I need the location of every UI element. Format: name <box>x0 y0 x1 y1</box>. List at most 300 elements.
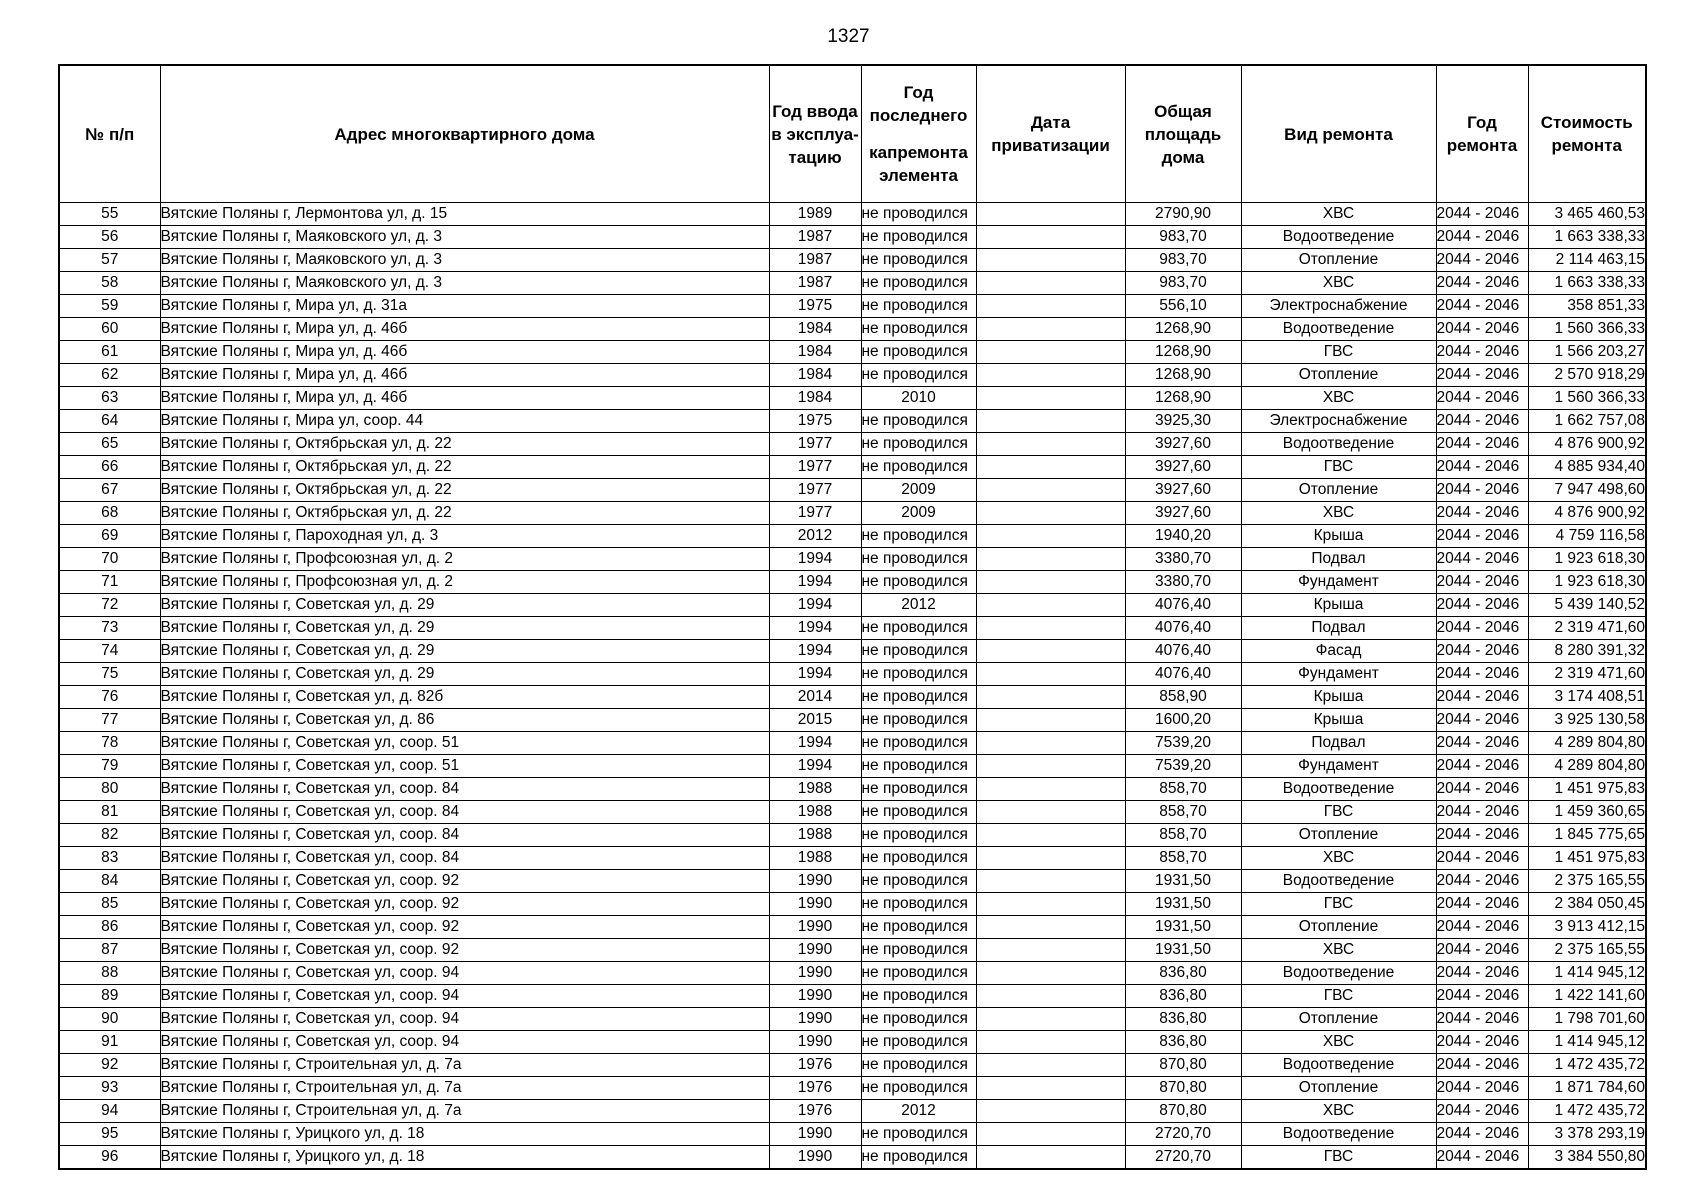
row-repair-period: 2044 - 2046 <box>1436 778 1528 801</box>
row-privatization <box>976 249 1125 272</box>
row-address: Вятские Поляны г, Строительная ул, д. 7а <box>160 1100 769 1123</box>
row-year-built: 1984 <box>769 364 861 387</box>
row-cost: 3 465 460,53 <box>1528 203 1646 226</box>
row-privatization <box>976 548 1125 571</box>
row-last-repair: не проводился <box>861 249 976 272</box>
row-area: 983,70 <box>1125 249 1241 272</box>
row-address: Вятские Поляны г, Октябрьская ул, д. 22 <box>160 479 769 502</box>
repair-registry-table <box>58 64 1647 1170</box>
row-repair-type: Водоотведение <box>1241 778 1436 801</box>
row-repair-type: Фундамент <box>1241 571 1436 594</box>
row-privatization <box>976 1054 1125 1077</box>
row-cost: 1 414 945,12 <box>1528 1031 1646 1054</box>
row-repair-period: 2044 - 2046 <box>1436 916 1528 939</box>
row-privatization <box>976 985 1125 1008</box>
row-area: 858,70 <box>1125 847 1241 870</box>
row-repair-period: 2044 - 2046 <box>1436 410 1528 433</box>
row-repair-type: Крыша <box>1241 709 1436 732</box>
row-area: 3380,70 <box>1125 548 1241 571</box>
row-cost: 1 560 366,33 <box>1528 387 1646 410</box>
row-cost: 3 384 550,80 <box>1528 1146 1646 1170</box>
row-last-repair: не проводился <box>861 433 976 456</box>
row-area: 7539,20 <box>1125 732 1241 755</box>
row-privatization <box>976 272 1125 295</box>
header-repair-period: Год ремонта <box>1436 65 1528 203</box>
row-address: Вятские Поляны г, Советская ул, д. 29 <box>160 640 769 663</box>
row-cost: 1 663 338,33 <box>1528 226 1646 249</box>
table-row <box>59 1146 1646 1170</box>
row-number: 94 <box>59 1100 160 1123</box>
row-cost: 1 451 975,83 <box>1528 847 1646 870</box>
row-cost: 7 947 498,60 <box>1528 479 1646 502</box>
row-area: 983,70 <box>1125 272 1241 295</box>
row-address: Вятские Поляны г, Мира ул, д. 46б <box>160 341 769 364</box>
table-row <box>59 295 1646 318</box>
row-privatization <box>976 939 1125 962</box>
row-repair-period: 2044 - 2046 <box>1436 847 1528 870</box>
row-number: 58 <box>59 272 160 295</box>
row-year-built: 2014 <box>769 686 861 709</box>
table-row <box>59 571 1646 594</box>
row-year-built: 1977 <box>769 502 861 525</box>
row-number: 90 <box>59 1008 160 1031</box>
row-repair-type: Подвал <box>1241 617 1436 640</box>
row-repair-type: Отопление <box>1241 1008 1436 1031</box>
row-area: 858,90 <box>1125 686 1241 709</box>
row-repair-type: ГВС <box>1241 801 1436 824</box>
row-area: 4076,40 <box>1125 640 1241 663</box>
row-year-built: 1977 <box>769 433 861 456</box>
row-year-built: 2012 <box>769 525 861 548</box>
row-address: Вятские Поляны г, Советская ул, соор. 94 <box>160 1031 769 1054</box>
row-number: 82 <box>59 824 160 847</box>
row-repair-period: 2044 - 2046 <box>1436 548 1528 571</box>
row-last-repair: не проводился <box>861 226 976 249</box>
row-area: 3927,60 <box>1125 456 1241 479</box>
row-address: Вятские Поляны г, Советская ул, соор. 84 <box>160 778 769 801</box>
row-number: 55 <box>59 203 160 226</box>
row-address: Вятские Поляны г, Мира ул, д. 46б <box>160 318 769 341</box>
row-last-repair: не проводился <box>861 755 976 778</box>
row-repair-type: Водоотведение <box>1241 226 1436 249</box>
row-privatization <box>976 203 1125 226</box>
row-repair-period: 2044 - 2046 <box>1436 709 1528 732</box>
row-last-repair: не проводился <box>861 824 976 847</box>
row-cost: 1 923 618,30 <box>1528 548 1646 571</box>
row-address: Вятские Поляны г, Советская ул, соор. 94 <box>160 962 769 985</box>
row-cost: 4 885 934,40 <box>1528 456 1646 479</box>
row-year-built: 1987 <box>769 249 861 272</box>
row-repair-period: 2044 - 2046 <box>1436 1031 1528 1054</box>
row-area: 870,80 <box>1125 1077 1241 1100</box>
row-area: 4076,40 <box>1125 663 1241 686</box>
row-repair-type: Фундамент <box>1241 755 1436 778</box>
row-number: 74 <box>59 640 160 663</box>
row-year-built: 1976 <box>769 1054 861 1077</box>
row-cost: 2 319 471,60 <box>1528 617 1646 640</box>
row-address: Вятские Поляны г, Советская ул, д. 82б <box>160 686 769 709</box>
row-year-built: 1987 <box>769 272 861 295</box>
row-cost: 2 319 471,60 <box>1528 663 1646 686</box>
table-row <box>59 387 1646 410</box>
row-privatization <box>976 1008 1125 1031</box>
row-year-built: 1984 <box>769 341 861 364</box>
row-address: Вятские Поляны г, Маяковского ул, д. 3 <box>160 272 769 295</box>
row-privatization <box>976 479 1125 502</box>
row-repair-type: Электроснабжение <box>1241 410 1436 433</box>
table-row <box>59 709 1646 732</box>
row-cost: 8 280 391,32 <box>1528 640 1646 663</box>
row-last-repair: не проводился <box>861 1054 976 1077</box>
row-repair-period: 2044 - 2046 <box>1436 479 1528 502</box>
row-cost: 2 114 463,15 <box>1528 249 1646 272</box>
row-year-built: 1990 <box>769 1123 861 1146</box>
row-repair-type: ХВС <box>1241 847 1436 870</box>
table-row <box>59 732 1646 755</box>
row-number: 86 <box>59 916 160 939</box>
row-last-repair: не проводился <box>861 985 976 1008</box>
header-num: № п/п <box>59 65 160 203</box>
row-cost: 1 451 975,83 <box>1528 778 1646 801</box>
row-year-built: 1984 <box>769 387 861 410</box>
row-area: 7539,20 <box>1125 755 1241 778</box>
table-row <box>59 1008 1646 1031</box>
row-repair-type: Отопление <box>1241 479 1436 502</box>
row-repair-period: 2044 - 2046 <box>1436 249 1528 272</box>
row-area: 1268,90 <box>1125 387 1241 410</box>
row-area: 1931,50 <box>1125 939 1241 962</box>
row-number: 95 <box>59 1123 160 1146</box>
row-privatization <box>976 318 1125 341</box>
row-last-repair: не проводился <box>861 571 976 594</box>
row-address: Вятские Поляны г, Мира ул, соор. 44 <box>160 410 769 433</box>
header-cost: Стоимость ремонта <box>1528 65 1646 203</box>
row-cost: 1 923 618,30 <box>1528 571 1646 594</box>
row-repair-type: ГВС <box>1241 1146 1436 1170</box>
row-number: 66 <box>59 456 160 479</box>
row-area: 2720,70 <box>1125 1123 1241 1146</box>
row-address: Вятские Поляны г, Советская ул, соор. 92 <box>160 893 769 916</box>
header-last-repair-bottom: капремонта элемента <box>869 143 968 185</box>
row-repair-period: 2044 - 2046 <box>1436 226 1528 249</box>
row-area: 983,70 <box>1125 226 1241 249</box>
row-last-repair: не проводился <box>861 1146 976 1170</box>
header-area: Общая площадь дома <box>1125 65 1241 203</box>
row-area: 836,80 <box>1125 985 1241 1008</box>
row-address: Вятские Поляны г, Советская ул, соор. 51 <box>160 755 769 778</box>
row-number: 89 <box>59 985 160 1008</box>
row-repair-period: 2044 - 2046 <box>1436 640 1528 663</box>
row-cost: 4 876 900,92 <box>1528 502 1646 525</box>
row-repair-period: 2044 - 2046 <box>1436 1123 1528 1146</box>
row-address: Вятские Поляны г, Строительная ул, д. 7а <box>160 1077 769 1100</box>
row-number: 80 <box>59 778 160 801</box>
row-repair-period: 2044 - 2046 <box>1436 893 1528 916</box>
row-repair-type: ХВС <box>1241 272 1436 295</box>
row-number: 65 <box>59 433 160 456</box>
row-cost: 1 560 366,33 <box>1528 318 1646 341</box>
row-repair-period: 2044 - 2046 <box>1436 1077 1528 1100</box>
row-last-repair: не проводился <box>861 640 976 663</box>
header-row <box>59 65 1646 203</box>
row-repair-type: Водоотведение <box>1241 318 1436 341</box>
table-row <box>59 755 1646 778</box>
row-number: 68 <box>59 502 160 525</box>
row-privatization <box>976 502 1125 525</box>
row-repair-type: Крыша <box>1241 525 1436 548</box>
row-repair-type: Фасад <box>1241 640 1436 663</box>
table-row <box>59 686 1646 709</box>
table-row <box>59 617 1646 640</box>
row-address: Вятские Поляны г, Советская ул, соор. 84 <box>160 801 769 824</box>
row-repair-type: Отопление <box>1241 1077 1436 1100</box>
row-repair-period: 2044 - 2046 <box>1436 962 1528 985</box>
row-privatization <box>976 364 1125 387</box>
table-row <box>59 479 1646 502</box>
row-cost: 358 851,33 <box>1528 295 1646 318</box>
row-year-built: 1994 <box>769 571 861 594</box>
row-year-built: 1994 <box>769 663 861 686</box>
row-repair-type: ГВС <box>1241 893 1436 916</box>
table-row <box>59 1054 1646 1077</box>
row-cost: 1 845 775,65 <box>1528 824 1646 847</box>
row-area: 2790,90 <box>1125 203 1241 226</box>
row-cost: 1 472 435,72 <box>1528 1054 1646 1077</box>
table-row <box>59 847 1646 870</box>
row-area: 4076,40 <box>1125 617 1241 640</box>
row-year-built: 1990 <box>769 1146 861 1170</box>
row-privatization <box>976 801 1125 824</box>
row-last-repair: не проводился <box>861 1077 976 1100</box>
row-last-repair: 2012 <box>861 594 976 617</box>
row-area: 1931,50 <box>1125 893 1241 916</box>
row-year-built: 1988 <box>769 847 861 870</box>
row-privatization <box>976 456 1125 479</box>
row-privatization <box>976 525 1125 548</box>
row-repair-type: Подвал <box>1241 548 1436 571</box>
row-address: Вятские Поляны г, Советская ул, соор. 92 <box>160 939 769 962</box>
row-area: 1931,50 <box>1125 870 1241 893</box>
row-last-repair: не проводился <box>861 1008 976 1031</box>
row-privatization <box>976 1031 1125 1054</box>
row-repair-period: 2044 - 2046 <box>1436 272 1528 295</box>
row-cost: 1 422 141,60 <box>1528 985 1646 1008</box>
row-repair-period: 2044 - 2046 <box>1436 387 1528 410</box>
row-privatization <box>976 1077 1125 1100</box>
row-last-repair: не проводился <box>861 709 976 732</box>
row-cost: 1 566 203,27 <box>1528 341 1646 364</box>
table-row <box>59 410 1646 433</box>
row-repair-period: 2044 - 2046 <box>1436 1100 1528 1123</box>
row-last-repair: не проводился <box>861 341 976 364</box>
row-repair-period: 2044 - 2046 <box>1436 617 1528 640</box>
row-year-built: 1990 <box>769 1008 861 1031</box>
row-year-built: 1975 <box>769 410 861 433</box>
row-last-repair: не проводился <box>861 548 976 571</box>
row-area: 836,80 <box>1125 1031 1241 1054</box>
row-repair-type: Подвал <box>1241 732 1436 755</box>
row-number: 60 <box>59 318 160 341</box>
row-year-built: 1990 <box>769 870 861 893</box>
table-row <box>59 456 1646 479</box>
row-last-repair: не проводился <box>861 295 976 318</box>
row-repair-type: Отопление <box>1241 824 1436 847</box>
row-address: Вятские Поляны г, Пароходная ул, д. 3 <box>160 525 769 548</box>
table-row <box>59 916 1646 939</box>
row-privatization <box>976 755 1125 778</box>
row-last-repair: не проводился <box>861 962 976 985</box>
row-area: 3380,70 <box>1125 571 1241 594</box>
table-row <box>59 341 1646 364</box>
row-privatization <box>976 640 1125 663</box>
row-address: Вятские Поляны г, Советская ул, соор. 92 <box>160 870 769 893</box>
row-year-built: 1994 <box>769 640 861 663</box>
table-row <box>59 778 1646 801</box>
row-year-built: 1976 <box>769 1100 861 1123</box>
row-address: Вятские Поляны г, Октябрьская ул, д. 22 <box>160 502 769 525</box>
row-privatization <box>976 1123 1125 1146</box>
row-last-repair: 2009 <box>861 502 976 525</box>
row-repair-period: 2044 - 2046 <box>1436 1146 1528 1170</box>
table-row <box>59 203 1646 226</box>
row-area: 836,80 <box>1125 1008 1241 1031</box>
row-repair-type: ХВС <box>1241 939 1436 962</box>
row-area: 3925,30 <box>1125 410 1241 433</box>
row-last-repair: 2012 <box>861 1100 976 1123</box>
row-cost: 4 759 116,58 <box>1528 525 1646 548</box>
row-cost: 3 378 293,19 <box>1528 1123 1646 1146</box>
row-repair-type: Крыша <box>1241 594 1436 617</box>
row-area: 1268,90 <box>1125 318 1241 341</box>
row-cost: 1 459 360,65 <box>1528 801 1646 824</box>
row-number: 72 <box>59 594 160 617</box>
row-repair-type: Крыша <box>1241 686 1436 709</box>
row-repair-type: ХВС <box>1241 203 1436 226</box>
row-repair-period: 2044 - 2046 <box>1436 732 1528 755</box>
row-area: 836,80 <box>1125 962 1241 985</box>
row-area: 1600,20 <box>1125 709 1241 732</box>
row-repair-type: Электроснабжение <box>1241 295 1436 318</box>
table-row <box>59 962 1646 985</box>
row-privatization <box>976 778 1125 801</box>
row-repair-period: 2044 - 2046 <box>1436 502 1528 525</box>
row-last-repair: не проводился <box>861 870 976 893</box>
row-repair-type: Водоотведение <box>1241 870 1436 893</box>
row-address: Вятские Поляны г, Строительная ул, д. 7а <box>160 1054 769 1077</box>
row-address: Вятские Поляны г, Октябрьская ул, д. 22 <box>160 456 769 479</box>
header-repair-type: Вид ремонта <box>1241 65 1436 203</box>
row-repair-type: Отопление <box>1241 249 1436 272</box>
row-address: Вятские Поляны г, Мира ул, д. 46б <box>160 387 769 410</box>
row-repair-type: ХВС <box>1241 1100 1436 1123</box>
row-last-repair: не проводился <box>861 1123 976 1146</box>
row-year-built: 1988 <box>769 801 861 824</box>
row-year-built: 1990 <box>769 985 861 1008</box>
row-year-built: 1989 <box>769 203 861 226</box>
row-area: 858,70 <box>1125 778 1241 801</box>
row-number: 73 <box>59 617 160 640</box>
row-last-repair: не проводился <box>861 847 976 870</box>
row-last-repair: не проводился <box>861 916 976 939</box>
row-cost: 4 289 804,80 <box>1528 732 1646 755</box>
row-repair-type: Водоотведение <box>1241 962 1436 985</box>
row-repair-period: 2044 - 2046 <box>1436 663 1528 686</box>
row-privatization <box>976 341 1125 364</box>
row-privatization <box>976 1146 1125 1170</box>
row-privatization <box>976 617 1125 640</box>
row-repair-period: 2044 - 2046 <box>1436 870 1528 893</box>
row-privatization <box>976 295 1125 318</box>
row-year-built: 1994 <box>769 548 861 571</box>
row-repair-type: ХВС <box>1241 387 1436 410</box>
header-privatization: Дата приватизации <box>976 65 1125 203</box>
row-number: 87 <box>59 939 160 962</box>
row-address: Вятские Поляны г, Урицкого ул, д. 18 <box>160 1123 769 1146</box>
row-repair-period: 2044 - 2046 <box>1436 341 1528 364</box>
row-area: 858,70 <box>1125 801 1241 824</box>
row-year-built: 1977 <box>769 456 861 479</box>
row-number: 63 <box>59 387 160 410</box>
row-address: Вятские Поляны г, Маяковского ул, д. 3 <box>160 226 769 249</box>
row-year-built: 1990 <box>769 962 861 985</box>
row-cost: 2 375 165,55 <box>1528 870 1646 893</box>
header-year-built: Год ввода в эксплуа-тацию <box>769 65 861 203</box>
row-cost: 3 174 408,51 <box>1528 686 1646 709</box>
row-number: 96 <box>59 1146 160 1170</box>
row-repair-type: Отопление <box>1241 916 1436 939</box>
table-row <box>59 801 1646 824</box>
row-cost: 3 913 412,15 <box>1528 916 1646 939</box>
row-number: 75 <box>59 663 160 686</box>
table-row <box>59 939 1646 962</box>
row-repair-type: ГВС <box>1241 985 1436 1008</box>
row-repair-period: 2044 - 2046 <box>1436 939 1528 962</box>
table-row <box>59 525 1646 548</box>
table-row <box>59 594 1646 617</box>
row-privatization <box>976 663 1125 686</box>
row-year-built: 1990 <box>769 1031 861 1054</box>
row-repair-period: 2044 - 2046 <box>1436 1008 1528 1031</box>
row-last-repair: не проводился <box>861 272 976 295</box>
row-cost: 2 570 918,29 <box>1528 364 1646 387</box>
table-row <box>59 893 1646 916</box>
row-address: Вятские Поляны г, Мира ул, д. 31а <box>160 295 769 318</box>
row-area: 4076,40 <box>1125 594 1241 617</box>
row-cost: 2 375 165,55 <box>1528 939 1646 962</box>
table-row <box>59 548 1646 571</box>
row-year-built: 1994 <box>769 755 861 778</box>
row-cost: 1 871 784,60 <box>1528 1077 1646 1100</box>
row-year-built: 1988 <box>769 778 861 801</box>
row-repair-type: Водоотведение <box>1241 1054 1436 1077</box>
row-number: 61 <box>59 341 160 364</box>
row-repair-period: 2044 - 2046 <box>1436 824 1528 847</box>
row-privatization <box>976 893 1125 916</box>
row-privatization <box>976 709 1125 732</box>
row-number: 91 <box>59 1031 160 1054</box>
row-repair-period: 2044 - 2046 <box>1436 594 1528 617</box>
row-privatization <box>976 732 1125 755</box>
row-address: Вятские Поляны г, Профсоюзная ул, д. 2 <box>160 571 769 594</box>
row-privatization <box>976 410 1125 433</box>
row-address: Вятские Поляны г, Лермонтова ул, д. 15 <box>160 203 769 226</box>
table-row <box>59 1077 1646 1100</box>
row-last-repair: не проводился <box>861 203 976 226</box>
row-repair-period: 2044 - 2046 <box>1436 755 1528 778</box>
row-repair-period: 2044 - 2046 <box>1436 801 1528 824</box>
row-address: Вятские Поляны г, Советская ул, соор. 94 <box>160 1008 769 1031</box>
row-last-repair: не проводился <box>861 801 976 824</box>
